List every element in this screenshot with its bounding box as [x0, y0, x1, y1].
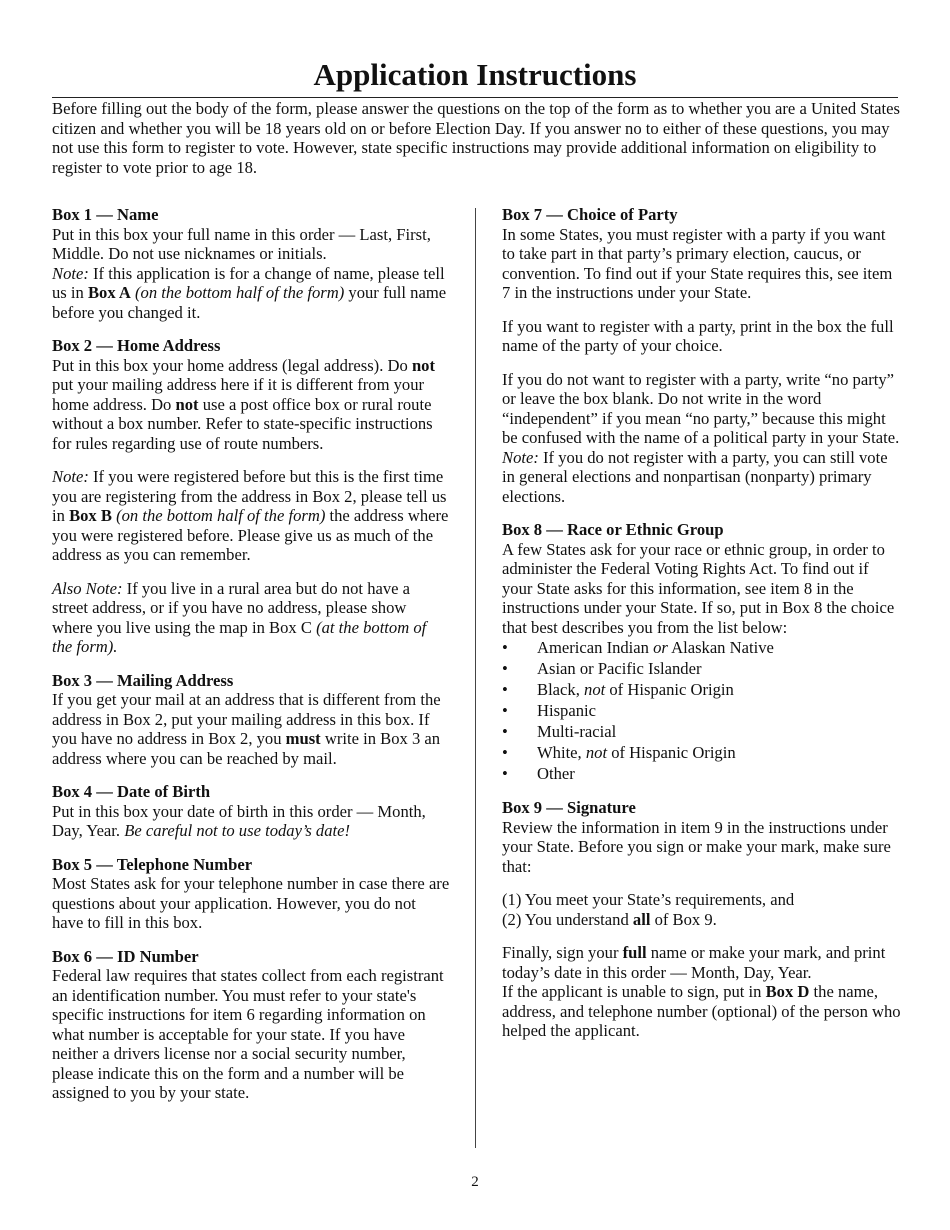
box9-sign-text: Finally, sign your — [502, 943, 623, 962]
list-item-text: American Indian — [537, 638, 654, 657]
box9-section — [502, 798, 902, 1041]
box4-section — [52, 782, 450, 841]
box4-text — [52, 802, 450, 841]
list-item-text-end: of Hispanic Origin — [607, 743, 736, 762]
list-item-text-end: of Hispanic Origin — [605, 680, 734, 699]
box9-title: Box 9 — Signature — [502, 798, 636, 817]
box2-text-a: Put in this box your home address (legal address). Do — [52, 355, 412, 375]
box1-note-text: If this application is for a change of name, please tell us in — [52, 263, 445, 302]
note-label: Note: — [52, 263, 89, 283]
box2-note-end: the address where you were registered before. Please give us as much of the address as you can remember. — [52, 506, 449, 564]
bullet-icon: • — [502, 722, 508, 741]
list-item-text: Asian or Pacific Islander — [537, 659, 702, 678]
also-note-label: Also Note: — [52, 578, 123, 598]
list-item — [502, 637, 902, 658]
box9-sign-end: name or make your mark, and print today’s date in this order — Month, Day, Year. — [502, 943, 886, 982]
box5-section — [52, 855, 450, 933]
emphasis-must: must — [285, 729, 321, 748]
box1-section — [52, 205, 450, 322]
list-item-text: White, — [537, 743, 586, 762]
emphasis-all: all — [632, 909, 651, 929]
list-item — [502, 721, 902, 742]
box9-helper-end: the name, address, and telephone number (optional) of the person who helped the applicant. — [502, 982, 901, 1040]
box1-note-paren: (on the bottom half of the form) — [130, 283, 345, 302]
box5-title: Box 5 — Telephone Number — [52, 854, 253, 874]
box2-text-b: put your mailing address here if it is different from your home address. Do — [52, 375, 425, 414]
box7-text-2: If you want to register with a party, print in the box the full name of the party of your choice. — [502, 316, 894, 355]
page-number: 2 — [471, 1174, 479, 1190]
box6-title: Box 6 — ID Number — [52, 946, 199, 966]
box9-c2-end: of Box 9. — [650, 909, 717, 929]
list-item-text: Multi-racial — [537, 722, 617, 741]
page-title: Application Instructions — [313, 57, 637, 92]
bullet-icon: • — [502, 659, 508, 678]
box4-title: Box 4 — Date of Birth — [52, 782, 211, 801]
box4-warning: Be careful not to use today’s date! — [124, 821, 351, 840]
box5-text: Most States ask for your telephone number in case there are questions about your application. However, you do not have to fill in this box. — [52, 874, 450, 932]
list-item — [502, 700, 902, 721]
box7-text-3: If you do not want to register with a party, write “no party” or leave the box blank. Do not write in the word “independent” if you mean “no party,” because this might be confused with the name of a political party in your State. — [502, 369, 900, 447]
box7-section — [502, 205, 902, 506]
right-column — [502, 205, 902, 1055]
column-divider — [475, 208, 476, 1148]
bullet-icon: • — [502, 764, 508, 783]
list-item-text-end: Alaskan Native — [667, 638, 774, 657]
box8-text: A few States ask for your race or ethnic group, in order to administer the Federal Voting Rights Act. To find out if your State asks for this information, see item 8 in the instructions under your State. If so, put in Box 8 the choice that best describes you from the list below: — [502, 539, 895, 637]
box8-section — [502, 520, 902, 784]
emphasis-full: full — [622, 943, 647, 962]
left-column — [52, 205, 450, 1117]
box2-text — [52, 356, 450, 454]
box9-helper-text: If the applicant is unable to sign, put in — [502, 982, 766, 1001]
bullet-icon: • — [502, 680, 508, 699]
box7-text: In some States, you must register with a party if you want to take part in that party’s primary election, caucus, or convention. To find out if your State requires this, see item 7 in the instructions under your State. — [502, 224, 893, 302]
box1-note-end: your full name before you changed it. — [52, 283, 447, 322]
box3-section — [52, 671, 450, 769]
box-d-ref: Box D — [765, 982, 810, 1001]
box6-text: Federal law requires that states collect from each registrant an identification number. You must refer to your state's specific instructions for item 6 regarding information on what number is acceptable for your state. If you have neither a drivers license nor a social security number, please indicate this on the form and a number will be assigned to you by your state. — [52, 966, 444, 1102]
box9-c2-text: (2) You understand — [502, 909, 633, 929]
box4-text-a: Put in this box your date of birth in this order — Month, Day, Year. — [52, 801, 426, 840]
box9-condition-2 — [502, 910, 902, 930]
bullet-icon: • — [502, 638, 508, 657]
title-rule — [52, 97, 898, 98]
box2-note — [52, 467, 450, 565]
box2-section — [52, 336, 450, 657]
intro-paragraph: Before filling out the body of the form, please answer the questions on the top of the form as to whether you are a United States citizen and whether you will be 18 years old on or before Election Day. If you answer no to either of these questions, you may not use this form to register to vote. However, state specific instructions may provide additional information on eligibility to register to vote prior to age 18. — [52, 99, 900, 177]
box3-text — [52, 690, 450, 768]
list-item-italic: not — [585, 743, 608, 762]
note-label: Note: — [502, 447, 539, 467]
box6-section — [52, 947, 450, 1103]
list-item-italic: not — [584, 680, 606, 699]
box9-text: Review the information in item 9 in the instructions under your State. Before you sign or make your mark, make sure that: — [502, 817, 891, 876]
box7-note — [502, 448, 902, 507]
box1-title: Box 1 — Name — [52, 205, 159, 224]
box9-sign-instructions — [502, 943, 902, 982]
list-item — [502, 742, 902, 763]
list-item-text: Hispanic — [537, 701, 596, 720]
list-item-italic: or — [653, 638, 668, 657]
box3-text-b: write in Box 3 an address where you can be reached by mail. — [52, 729, 441, 768]
box2-note-paren: (on the bottom half of the form) — [111, 506, 326, 525]
box2-text-c: use a post office box or rural route without a box number. Refer to state-specific instructions for rules regarding use of route numbers. — [52, 394, 433, 453]
box7-title: Box 7 — Choice of Party — [502, 205, 678, 224]
box3-title: Box 3 — Mailing Address — [52, 670, 234, 690]
box2-title: Box 2 — Home Address — [52, 336, 221, 355]
box2-also-paren: (at the bottom of the form). — [52, 617, 427, 656]
box2-note-text: If you were registered before but this is the first time you are registering from the address in Box 2, please tell us in — [52, 467, 447, 525]
bullet-icon: • — [502, 701, 508, 720]
box3-text-a: If you get your mail at an address that is different from the address in Box 2, put your mailing address in this box. If you have no address in Box 2, you — [52, 690, 441, 748]
box7-note-text: If you do not register with a party, you can still vote in general elections and nonpartisan (nonparty) primary elections. — [502, 447, 888, 506]
emphasis-not: not — [411, 355, 435, 375]
box-a-ref: Box A — [87, 283, 131, 302]
box2-also-note — [52, 579, 450, 657]
race-options-list — [502, 637, 902, 784]
box1-note — [52, 264, 450, 323]
list-item-text: Other — [537, 764, 575, 783]
box1-text: Put in this box your full name in this order — Last, First, Middle. Do not use nicknames or initials. — [52, 224, 431, 263]
box2-also-text: If you live in a rural area but do not have a street address, or if you have no address, please show where you live using the map in Box C — [52, 578, 411, 637]
list-item — [502, 763, 902, 784]
emphasis-not: not — [175, 394, 199, 414]
list-item-text: Black, — [537, 680, 585, 699]
box-b-ref: Box B — [69, 506, 112, 525]
list-item — [502, 679, 902, 700]
bullet-icon: • — [502, 743, 508, 762]
list-item — [502, 658, 902, 679]
box9-helper-instructions — [502, 982, 902, 1041]
box8-title: Box 8 — Race or Ethnic Group — [502, 520, 724, 539]
note-label: Note: — [52, 467, 89, 486]
box9-condition-1: (1) You meet your State’s requirements, and — [502, 890, 795, 909]
